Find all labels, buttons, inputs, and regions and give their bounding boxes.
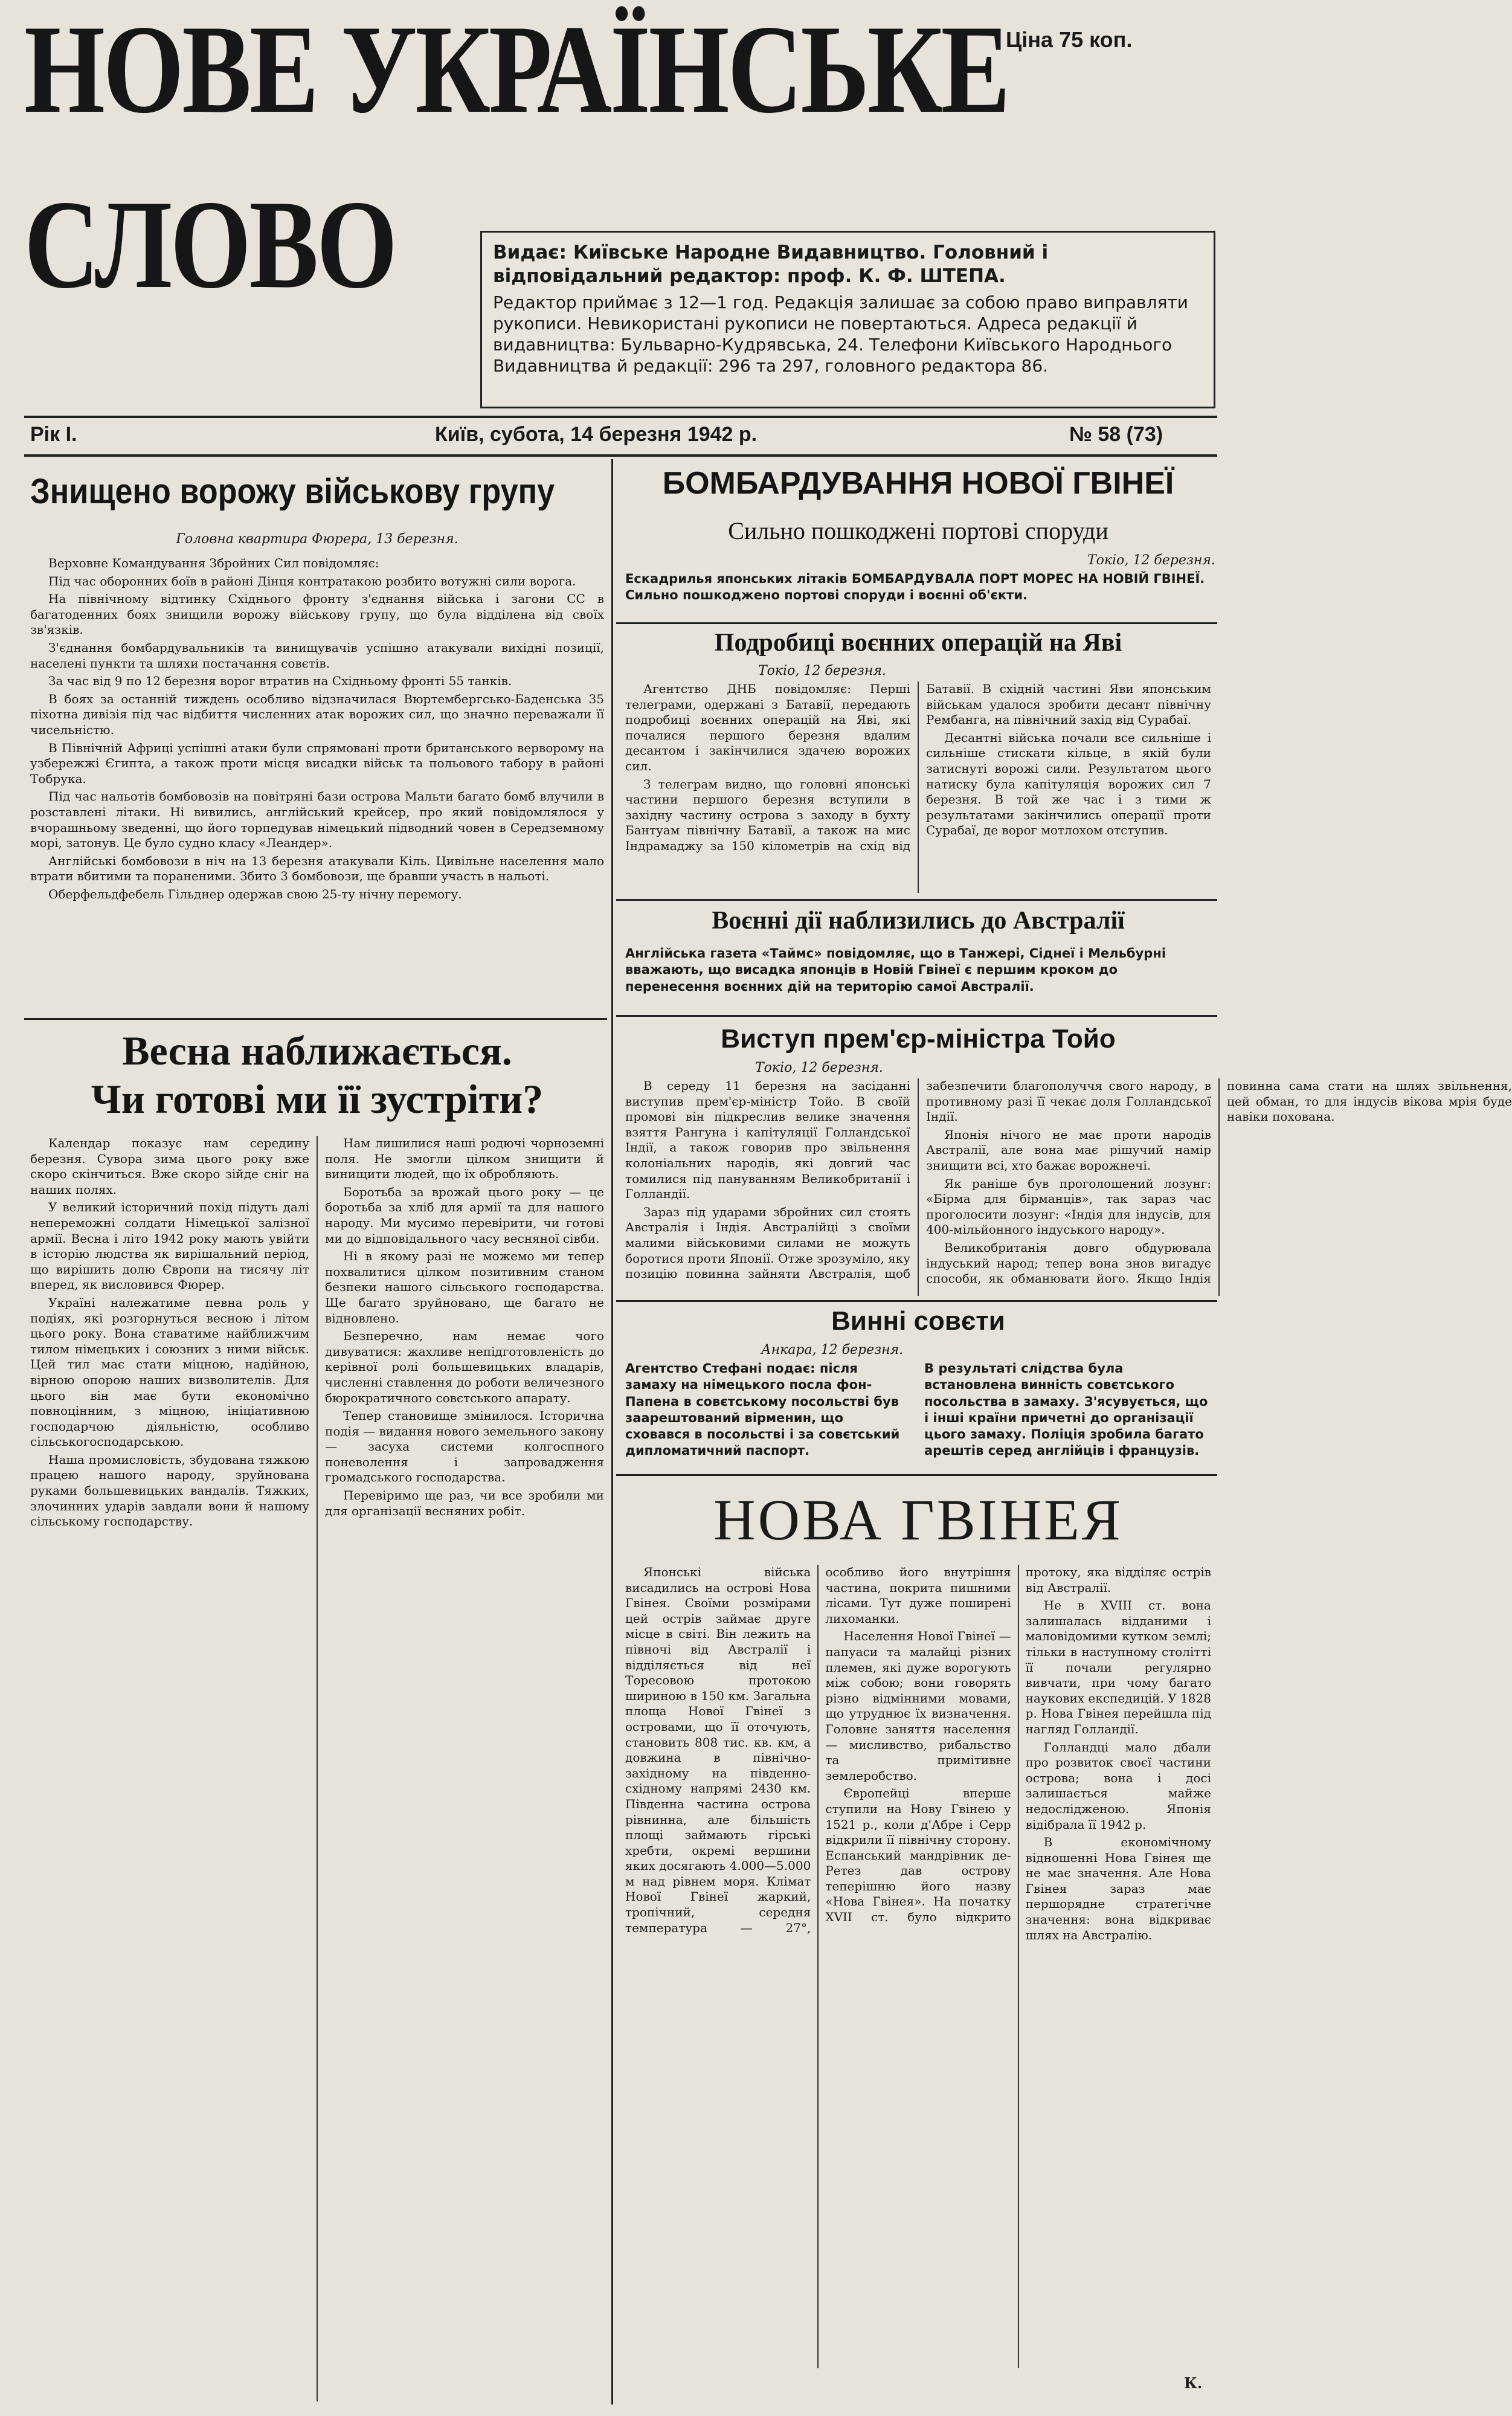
paragraph: Під час нальотів бомбовозів на повітряні бази острова Мальти багато бомб влучили в розставлені літаки. Ні вивились, англійський крейсер, про який повідомлялося у вчорашньому зведенні, що його торпедував німецький підводний човен в Середземному морі, затонув. Це було судно класу «Леандер». bbox=[30, 789, 604, 851]
paragraph: Україні належатиме певна роль у подіях, які розгорнуться весною і літом цього року. Вона ставатиме найближчим тилом німецьких і союзних з ними військ. Цей тил має стати міцною, надійною, вірною опорою наших визволителів. Для цього він має бути економічно повноцінним, з міцною, ініціативною господарчою діяльністю, особливо сільськогосподарською. bbox=[30, 1295, 309, 1449]
bombing-subheadline: Сильно пошкоджені портові споруди bbox=[728, 517, 1108, 544]
paragraph: Десантні війська почали все сильніше і сильніше стискати кільце, в якій були затиснуті ворожі сили. Результатом цього натиску була капітуляція ворожих сил 7 березня. В той же час і з тими ж результатами закінчились операції проти Сурабаї, де ворог мотлохом отступив. bbox=[926, 730, 1211, 838]
bombing-headline: БОМБАРДУВАННЯ НОВОЇ ГВІНЕЇ bbox=[662, 466, 1174, 501]
paragraph: Японські війська висадились на острові Нова Гвінея. Своїми розмірами цей острів займає друге місце в світі. Він лежить на півночі від Австралії і відділяється від неї Торесовою протокою шириною в 150 км. Загальна площа Нової Гвінеї з островами, що її оточують, становить 808 тис. кв. км, а довжина в північно-західному на південно-східному напрямі 2430 км. Південна частина острова рівнинна, але більшість площі займають гірські хребти, окремі вершини яких досягають 4.000—5.000 м над рівнем моря. Клімат Нової Гвінеї жаркий, тропічний, середня температура — 27°, особливо його внутрішня частина, покрита пишними лісами. Тут дуже поширені лихоманки. bbox=[625, 1565, 1011, 1935]
java-source: Токіо, 12 березня. bbox=[758, 663, 886, 678]
publisher-line: Видає: Київське Народне Видавництво. Головний і відповідальний редактор: проф. К. Ф. ШТЕПА. bbox=[493, 242, 1049, 287]
paragraph: На північному відтинку Східнього фронту з'єднання війська і загони СС в багатоденних боях знищили ворожу військову групу, що була відділена від своїх зв'язків. bbox=[30, 591, 604, 637]
divider bbox=[616, 1015, 1217, 1017]
newguinea-body bbox=[625, 1565, 1211, 2368]
military-headline: Знищено ворожу військову групу bbox=[30, 472, 555, 511]
advice-source: Анкара, 12 березня. bbox=[761, 1342, 904, 1358]
australia-headline: Воєнні дії наблизились до Австралії bbox=[712, 907, 1125, 935]
paragraph: Календар показує нам середину березня. Сувора зима цього року вже скоро скінчиться. Вже скоро зійде сніг на наших полях. bbox=[30, 1136, 309, 1197]
spring-body bbox=[30, 1136, 604, 2402]
paragraph: Агентство ДНБ повідомляє: Перші телеграми, одержані з Батавії, передають подробиці воєнних операцій на Яві, які почалися першого березня вдалим десантом і закінчилися здачею ворожих сил. bbox=[625, 681, 910, 773]
paragraph: У великий історичний похід підуть далі непереможні солдати Німецької залізної армії. Весна і літо 1942 року мають увійти в історію людства як вирішальний період, що вирішить долю Європи на тисячу літ вперед, як висловився Фюрер. bbox=[30, 1200, 309, 1292]
tojo-body bbox=[625, 1078, 1512, 1296]
dateline-rule-bottom bbox=[24, 454, 1217, 457]
paragraph: В економічному відношенні Нова Гвінея ще не має значення. Але Нова Гвінея зараз має першорядне стратегічне значення: вона відкриває шлях на Австралію. bbox=[1025, 1835, 1211, 1942]
city-date: Київ, субота, 14 березня 1942 р. bbox=[435, 423, 758, 446]
paragraph: Населення Нової Гвінеї — папуаси та малайці різних племен, які дуже ворогують між собою; вони говорять різно відмінними мовами, що утруднює їх визначення. Головне заняття населення — мисливство, рибальство та примітивне землеробство. bbox=[825, 1629, 1011, 1783]
newguinea-headline: НОВА ГВІНЕЯ bbox=[713, 1487, 1123, 1552]
signature: К. bbox=[1184, 2374, 1203, 2392]
dateline-rule-top bbox=[24, 416, 1217, 418]
paragraph: Європейці вперше ступили на Нову Гвінею у 1521 р., коли д'Абре і Серр відкрили її північну сторону. Еспанський мандрівник де-Ретез дав острову теперішню його назву «Нова Гвінея». На початку XVII ст. було відкрито протоку, яка відділяє острів від Австралії. bbox=[825, 1565, 1211, 1925]
bombing-lead: Ескадрилья японських літаків БОМБАРДУВАЛА ПОРТ МОРЕС НА НОВІЙ ГВІНЕЇ. Сильно пошкоджено портові споруди і воєнні об'єкти. bbox=[625, 572, 1205, 603]
paragraph: Англійські бомбовози в ніч на 13 березня атакували Кіль. Цивільне населення мало втрати вбитими та пораненими. Збито 3 бомбовози, ще бравши участь в нальоті. bbox=[30, 853, 604, 884]
paragraph: Наша промисловість, збудована тяжкою працею нашого народу, зруйнована руками большевицьких вандалів. Тяжких, злочинних ударів завдали вони й нашому сільському господарству. bbox=[30, 1452, 309, 1529]
divider bbox=[616, 1300, 1217, 1302]
divider bbox=[24, 1018, 607, 1020]
australia-lead: Англійська газета «Таймс» повідомляє, що в Танжері, Сіднеї і Мельбурні вважають, що висадка японців в Новій Гвінеї є першим кроком до перенесення воєнних дій на територію самої Австралії. bbox=[625, 946, 1166, 994]
paragraph: В Північній Африці успішні атаки були спрямовані проти британського верворому на узбережжі Єгипта, а також проти місця висадки військ та польового табору в районі Тобрука. bbox=[30, 740, 604, 786]
tojo-headline: Виступ прем'єр-міністра Тойо bbox=[721, 1024, 1116, 1054]
year: Рік І. bbox=[30, 423, 77, 446]
paragraph: Зараз під ударами збройних сил стоять Австралія і Індія. Австралійці з своїми малими військовими силами не можуть боротися проти Японії. Отже зрозуміло, яку позицію повинна зайняти Австралія, щоб забезпечити благополуччя свого народу, в противному разі її чекає доля Голландської Індії. bbox=[625, 1078, 1211, 1281]
paragraph: Нам лишилися наші родючі чорноземні поля. Не змогли цілком знищити й винищити людей, що їх обробляють. bbox=[325, 1136, 604, 1182]
paragraph: Верховне Командування Збройних Сил повідомляє: bbox=[48, 556, 379, 570]
paragraph: З'єднання бомбардувальників та винищувачів успішно атакували вихідні позиції, населені пункти та шляхи постачання совєтів. bbox=[30, 640, 604, 671]
price: Ціна 75 коп. bbox=[1006, 27, 1133, 52]
editorial-note: Редактор приймає з 12—1 год. Редакція залишає за собою право виправляти рукописи. Невикористані рукописи не повертаються. Адреса редакції й видавництва: Бульварно-Кудрявська, 24. Телефони Київського Народнього Видавництва й редакції: 296 та 297, головного редактора 86. bbox=[493, 292, 1188, 376]
java-headline: Подробиці воєнних операцій на Яві bbox=[714, 629, 1122, 657]
advice-headline: Винні совєти bbox=[831, 1306, 1005, 1336]
advice-lead: Агентство Стефані подає: після замаху на німецького посла фон-Папена в совєтському посольстві був заарештований вірменин, що сховався в посольстві і за совєтський дипломатичний паспорт. bbox=[625, 1361, 900, 1458]
bombing-source: Токіо, 12 березня. bbox=[1087, 553, 1215, 568]
masthead-title-line2: СЛОВО bbox=[24, 175, 396, 315]
paragraph: В боях за останній тиждень особливо відзначилася Вюртембергсько-Баденська 35 піхотна дивізія під час відбиття численних атак ворожих сил, що значно переважали її чисельністю. bbox=[30, 691, 604, 737]
paragraph: Під час оборонних боїв в районі Дінця контратакою розбито вотужні сили ворога. bbox=[48, 573, 576, 588]
paragraph: В середу 11 березня на засіданні виступив прем'єр-міністр Тойо. В своїй промові він підкреслив велике значення взяття Рангуна і капітуляції Голландської Індії, а також говорив про звільнення колоніальних народів, які довгий час томилися під пануванням Великобританії і Голландії. bbox=[625, 1078, 910, 1202]
paragraph: Боротьба за врожай цього року — це боротьба за хліб для армії та для нашого народу. Ми мусимо перевірити, чи готові ми до відповідального часу весняної сівби. bbox=[325, 1184, 604, 1246]
paragraph: За час від 9 по 12 березня ворог втратив на Східньому фронті 55 танків. bbox=[48, 674, 512, 689]
advice-lead-2: В результаті слідства була встановлена винність совєтського посольства в замаху. З'ясувується, що і інші країни причетні до організації цього замаху. Поліція зробила багато арештів серед англійців і французів. bbox=[924, 1361, 1208, 1458]
paragraph: Як раніше був проголошений лозунг: «Бірма для бірманців», так зараз час проголосити лозунг: «Індія для індусів, для 400-мільйонного індуського народу». bbox=[926, 1176, 1211, 1237]
paragraph: З телеграм видно, що головні японські частини першого березня вступили в західну частину острова з заходу в бухту Бантуам північну Батавії, а також на мис Індрамаджу за 150 кілометрів на схід від Батавії. В східній частині Яви японським військам удалося зробити десант північну Рембанга, на північний захід від Сурабаї. bbox=[625, 681, 1211, 853]
spring-headline-1: Весна наближається. bbox=[122, 1028, 512, 1074]
divider bbox=[616, 1474, 1217, 1476]
divider bbox=[616, 899, 1217, 901]
masthead-title-line1: НОВЕ УКРАЇНСЬКЕ bbox=[24, 0, 1009, 140]
divider bbox=[616, 622, 1217, 624]
paragraph: Ні в якому разі не можемо ми тепер похвалитися цілком позитивним станом безпеки нашого сільського господарства. Ще багато зруйновано, ще багато не відновлено. bbox=[325, 1249, 604, 1326]
tojo-source: Токіо, 12 березня. bbox=[755, 1060, 883, 1075]
paragraph: Тепер становище змінилося. Історична подія — видання нового земельного закону — засуха системи колгоспного поневолення і запровадження громадського господарства. bbox=[325, 1408, 604, 1485]
paragraph: Великобританія довго обдурювала індуський народ; тепер вона знов вигадує способи, як обманювати його. Якщо Індія повинна сама стати на шлях звільнення, цей обман, то для індусів вікова мрія буде навіки похована. bbox=[926, 1078, 1512, 1286]
paragraph: Голландці мало дбали про розвиток своєї частини острова; вона і досі залишається майже недослідженою. Японія відібрала її 1942 р. bbox=[1025, 1739, 1211, 1832]
spring-headline-2: Чи готові ми її зустріти? bbox=[91, 1076, 544, 1122]
paragraph: Безперечно, нам немає чого дивуватися: жахливе непідготовленість до керівної ролі большевицьких владарів, численні ставлення до роботи величезного бюрократичного совєтського апарату. bbox=[325, 1329, 604, 1405]
paragraph: Не в XVIII ст. вона залишалась відданими і маловідомими кутком землі; тільки в наступному столітті її почали регулярно вивчати, при чому багато наукових експедицій. У 1828 р. Нова Гвінея перейшла під нагляд Голландії. bbox=[1025, 1598, 1211, 1736]
military-body bbox=[30, 556, 604, 1009]
paragraph: Перевіримо ще раз, чи все зробили ми для організації весняних робіт. bbox=[325, 1488, 604, 1518]
java-body bbox=[625, 681, 1211, 893]
column-divider bbox=[611, 459, 613, 2405]
military-source: Головна квартира Фюрера, 13 березня. bbox=[176, 532, 458, 547]
paragraph: Японія нічого не має проти народів Австралії, але вона має рішучий намір знищити всі, хто бажає ворожнечі. bbox=[926, 1127, 1211, 1173]
issue-number: № 58 (73) bbox=[1069, 423, 1163, 446]
paragraph: Оберфельдфебель Гільднер одержав свою 25-ту нічну перемогу. bbox=[48, 886, 462, 901]
publisher-box bbox=[480, 231, 1215, 408]
